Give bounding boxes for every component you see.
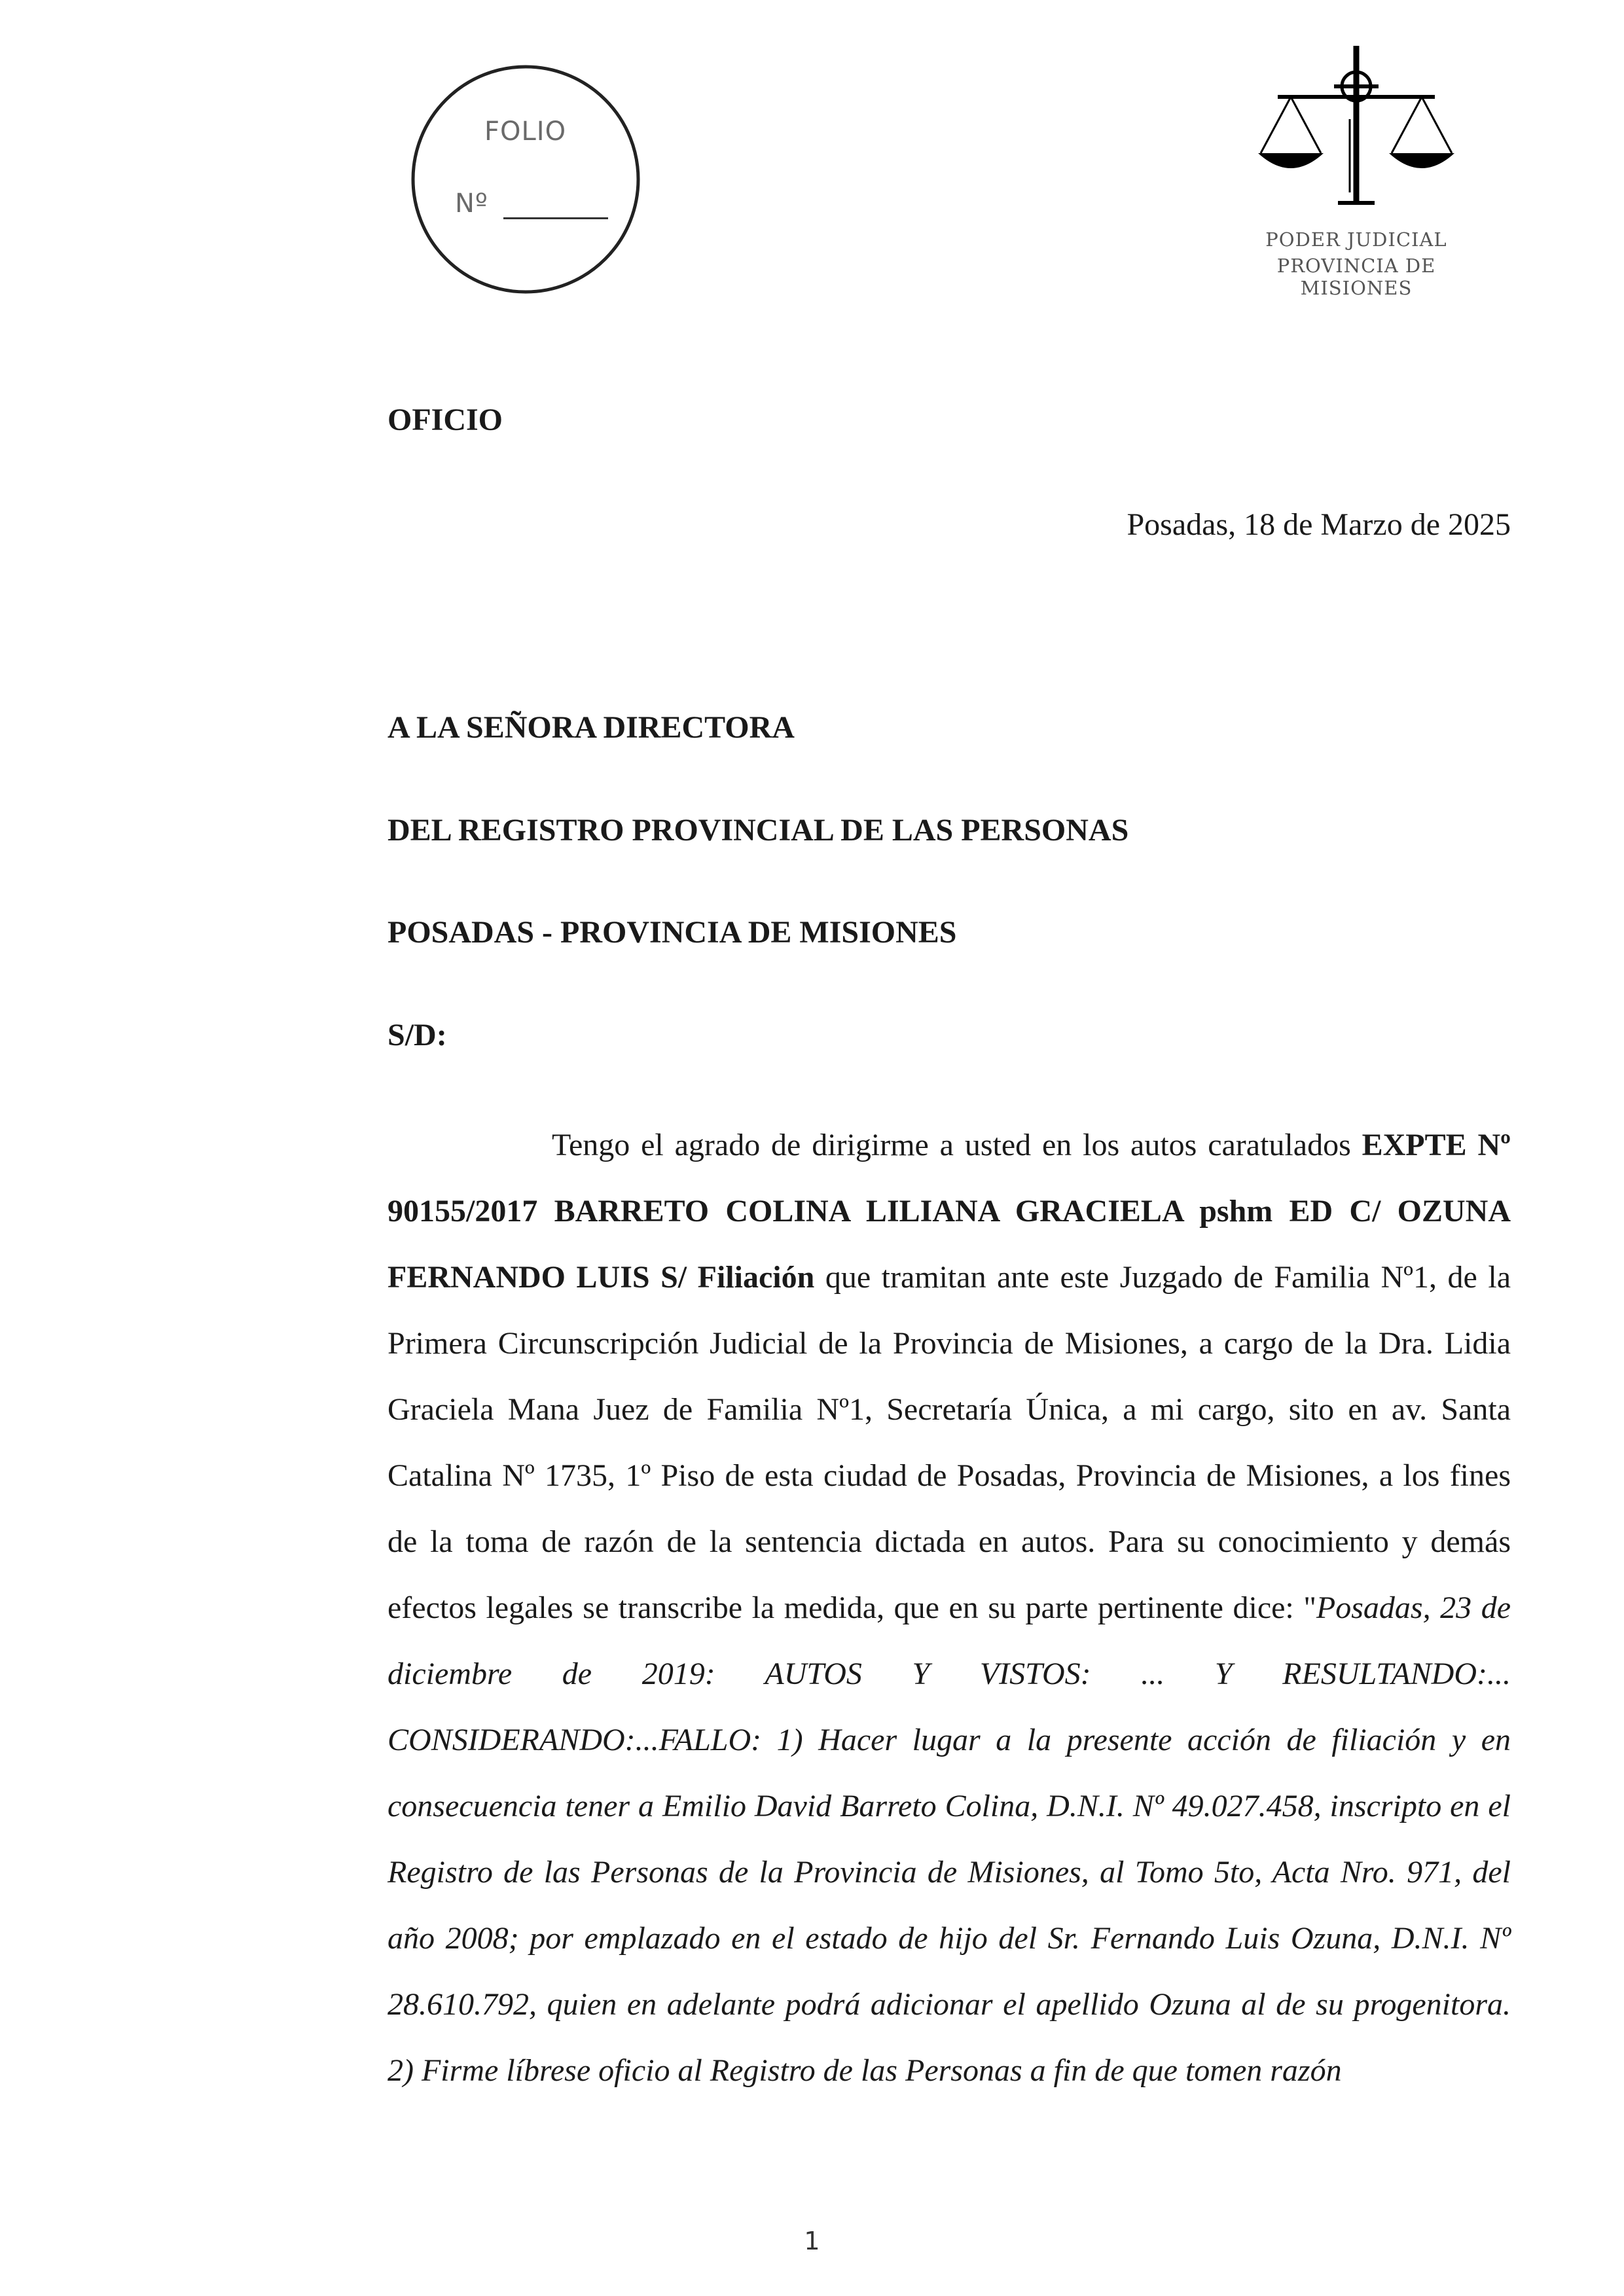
body-intro: Tengo el agrado de dirigirme a usted en los autos caratulados — [552, 1128, 1362, 1162]
folio-number-blank — [503, 217, 608, 219]
emblem-text-line1: PODER JUDICIAL — [1265, 228, 1447, 251]
page-number: 1 — [804, 2227, 820, 2255]
folio-stamp — [410, 64, 641, 295]
stamp-circle-icon — [410, 64, 641, 295]
case-title: EXPTE Nº 90155/2017 BARRETO COLINA LILIANA GRACIELA pshm ED C/ OZUNA FERNANDO LUIS S/ Filiación — [388, 1128, 1511, 1295]
court-emblem — [1219, 41, 1494, 299]
folio-label: FOLIO — [484, 117, 567, 147]
sentence-quote: Posadas, 23 de diciembre de 2019: AUTOS Y VISTOS: ... Y RESULTANDO:... CONSIDERANDO:...FALLO: 1) Hacer lugar a la presente acción de filiación y en consecuencia tener a Emilio David Barreto Colina, D.N.I. Nº 49.027.458, inscripto en el Registro de las Personas de la Provincia de Misiones, al Tomo 5to, Acta Nro. 971, del año 2008; por emplazado en el estado de hijo del Sr. Fernando Luis Ozuna, D.N.I. Nº 28.610.792, quien en adelante podrá adicionar el apellido Ozuna al de su progenitora. 2) Firme líbrese oficio al Registro de las Personas a fin de que tomen razón — [388, 1590, 1511, 2088]
folio-number-label: Nº — [455, 188, 488, 219]
recipient-line-2: DEL REGISTRO PROVINCIAL DE LAS PERSONAS — [388, 813, 1129, 848]
scales-of-justice-icon — [1257, 41, 1456, 217]
body-paragraph — [388, 1112, 1511, 2104]
emblem-text-line2: PROVINCIA DE MISIONES — [1276, 255, 1436, 299]
body-continuation: que tramitan ante este Juzgado de Familia Nº1, de la Primera Circunscripción Judicial de la Provincia de Misiones, a cargo de la Dra. Lidia Graciela Mana Juez de Familia Nº1, Secretaría Única, a mi cargo, sito en av. Santa Catalina Nº 1735, 1º Piso de esta ciudad de Posadas, Provincia de Misiones, a los fines de la toma de razón de la sentencia dictada en autos. Para su conocimiento y demás efectos legales se transcribe la medida, que en su parte pertinente dice: " — [388, 1260, 1511, 1625]
document-title: OFICIO — [388, 403, 503, 437]
recipient-line-3: POSADAS - PROVINCIA DE MISIONES — [388, 915, 957, 950]
recipient-line-4: S/D: — [388, 1018, 447, 1052]
recipient-line-1: A LA SEÑORA DIRECTORA — [388, 710, 795, 745]
document-date: Posadas, 18 de Marzo de 2025 — [1127, 507, 1511, 542]
